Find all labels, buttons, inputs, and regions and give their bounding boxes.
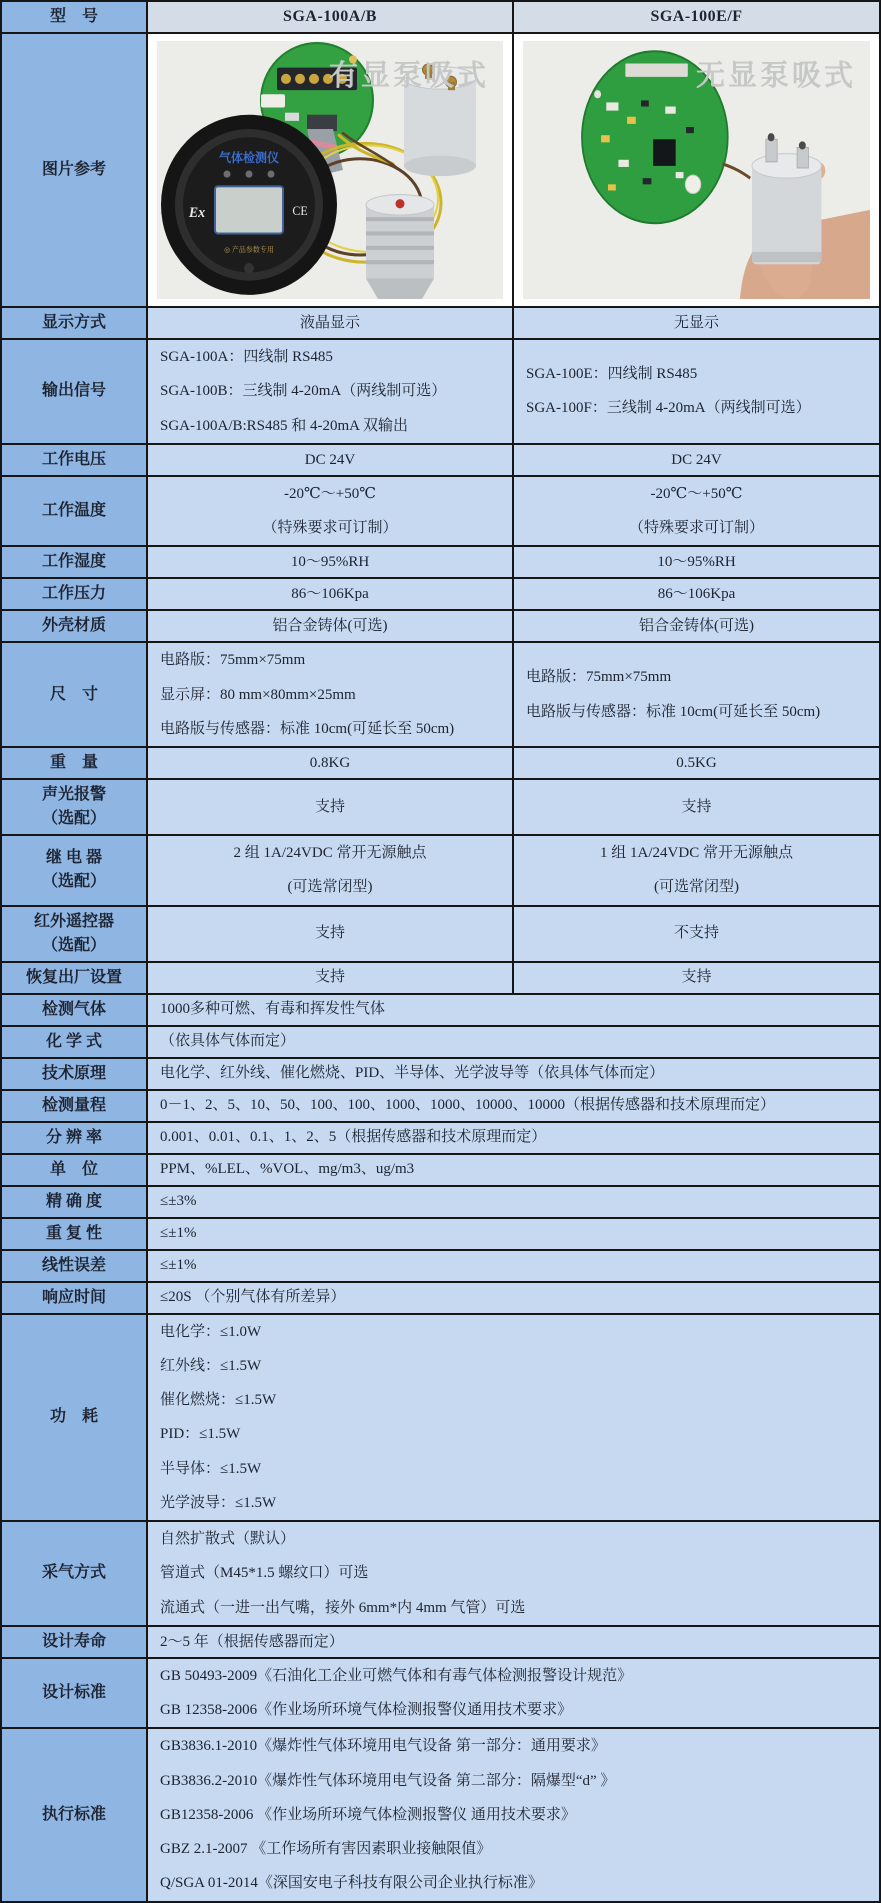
cell-text-line: 10～95%RH xyxy=(290,554,370,571)
header-model-ef: SGA-100E/F xyxy=(514,2,881,34)
spec-row-unit xyxy=(2,1155,881,1187)
cell-text-line: 0.8KG xyxy=(309,754,351,771)
cell-text-line: DC 24V xyxy=(304,451,356,468)
cell-text-line: ≤±3% xyxy=(160,1193,197,1210)
row-label-accuracy xyxy=(2,1187,148,1219)
row-label-audible-visual-alarm xyxy=(2,780,148,836)
cell-text-line: 2 组 1A/24VDC 常开无源触点 xyxy=(233,845,427,861)
cell-audible-visual-alarm-2 xyxy=(514,780,881,836)
spec-row-weight xyxy=(2,748,881,780)
detector-head-icon xyxy=(161,115,337,295)
cell-text-line: 电路版：75mm×75mm xyxy=(160,652,306,669)
cell-text-line: 光学波导：≤1.5W xyxy=(160,1494,277,1511)
row-label-line: 工作压力 xyxy=(41,585,106,603)
cell-text-line: 支持 xyxy=(314,925,345,942)
row-label-line: 线性误差 xyxy=(41,1256,106,1274)
row-label-display-mode xyxy=(2,308,148,340)
spec-row-audible-visual-alarm xyxy=(2,780,881,836)
row-label-executive-standard xyxy=(2,1729,148,1902)
row-label-line: 设计寿命 xyxy=(41,1632,106,1650)
row-label-line: 声光报警 xyxy=(41,786,106,803)
row-label-line: 设计标准 xyxy=(41,1684,106,1701)
cell-dimensions-1 xyxy=(148,643,514,748)
cell-text-line: PPM、%LEL、%VOL、mg/m3、ug/m3 xyxy=(160,1161,415,1178)
cell-linearity-error-1 xyxy=(148,1251,881,1283)
row-label-line: （选配） xyxy=(41,873,106,891)
cell-accuracy-1 xyxy=(148,1187,881,1219)
row-label-working-voltage xyxy=(2,445,148,477)
cell-text-line: GB3836.1-2010《爆炸性气体环境用电气设备 第一部分：通用要求》 xyxy=(160,1738,606,1755)
cell-text-line: （特殊要求可订制） xyxy=(628,520,764,536)
watermark-pumped-no-display: 无显泵吸式 xyxy=(695,60,856,92)
cell-text-line: 自然扩散式（默认） xyxy=(160,1531,296,1547)
spec-row-design-standard xyxy=(2,1659,881,1730)
cell-working-voltage-2 xyxy=(514,445,881,477)
row-label-line: 单 位 xyxy=(49,1160,98,1178)
cell-text-line: 电化学、红外线、催化燃烧、PID、半导体、光学波导等（依具体气体而定） xyxy=(160,1065,665,1082)
row-label-line: 工作湿度 xyxy=(41,553,106,571)
row-label-factory-reset xyxy=(2,963,148,995)
cell-chemical-formula-1 xyxy=(148,1027,881,1059)
cell-text-line: GB 50493-2009《石油化工企业可燃气体和有毒气体检测报警设计规范》 xyxy=(160,1667,633,1684)
row-label-detected-gas xyxy=(2,995,148,1027)
spec-row-dimensions xyxy=(2,643,881,748)
cell-output-signal-1 xyxy=(148,340,514,445)
cell-display-mode-2 xyxy=(514,308,881,340)
cell-text-line: 电化学：≤1.0W xyxy=(160,1323,262,1340)
cell-text-line: SGA-100B：三线制 4-20mA（两线制可选） xyxy=(160,383,447,400)
photo-cell-ef xyxy=(514,34,881,308)
spec-row-accuracy xyxy=(2,1187,881,1219)
cell-text-line: GBZ 2.1-2007 《工作场所有害因素职业接触限值》 xyxy=(160,1841,492,1857)
cell-design-standard-1 xyxy=(148,1659,881,1730)
cell-unit-1 xyxy=(148,1155,881,1187)
row-label-relay xyxy=(2,836,148,907)
spec-row-working-humidity xyxy=(2,547,881,579)
row-label-line: 功 耗 xyxy=(49,1408,98,1426)
cell-executive-standard-1 xyxy=(148,1729,881,1902)
cell-text-line: 2～5 年（根据传感器而定） xyxy=(160,1633,344,1650)
row-label-line: （选配） xyxy=(41,810,106,827)
spec-row-working-voltage xyxy=(2,445,881,477)
spec-row-factory-reset xyxy=(2,963,881,995)
row-label-line: 尺 寸 xyxy=(49,685,98,703)
spec-row-relay xyxy=(2,836,881,907)
cell-shell-material-1 xyxy=(148,611,514,643)
cell-text-line: 支持 xyxy=(681,969,712,986)
spec-row-resolution xyxy=(2,1123,881,1155)
row-label-technical-principle xyxy=(2,1059,148,1091)
row-label-response-time xyxy=(2,1283,148,1315)
cell-text-line: 红外线：≤1.5W xyxy=(160,1357,262,1374)
cell-text-line: 管道式（M45*1.5 螺纹口）可选 xyxy=(160,1565,369,1582)
cell-output-signal-2 xyxy=(514,340,881,445)
row-label-working-pressure xyxy=(2,579,148,611)
cell-text-line: 0.001、0.01、0.1、1、2、5（根据传感器和技术原理而定） xyxy=(160,1129,547,1146)
row-label-linearity-error xyxy=(2,1251,148,1283)
row-label-shell-material xyxy=(2,611,148,643)
row-label-ir-remote xyxy=(2,907,148,963)
spec-row-repeatability xyxy=(2,1219,881,1251)
photo-cell-ab xyxy=(148,34,514,308)
spec-row-output-signal xyxy=(2,340,881,445)
svg-text:CE: CE xyxy=(292,203,308,219)
header-model-ab: SGA-100A/B xyxy=(148,2,514,34)
cell-relay-2 xyxy=(514,836,881,907)
header-row xyxy=(2,2,881,34)
cell-text-line: 0－1、2、5、10、50、100、100、1000、1000、10000、10000（根据传感器和技术原理而定） xyxy=(160,1097,776,1114)
spec-row-design-life xyxy=(2,1627,881,1659)
row-label-detection-range xyxy=(2,1091,148,1123)
row-label-line: 输出信号 xyxy=(41,382,106,400)
row-label-unit xyxy=(2,1155,148,1187)
spec-rows xyxy=(2,308,881,1903)
cell-text-line: 电路版与传感器：标准 10cm(可延长至 50cm) xyxy=(160,720,455,737)
cell-text-line: 催化燃烧：≤1.5W xyxy=(160,1392,277,1408)
row-label-line: 重 量 xyxy=(49,754,98,771)
header-model-label: 型 号 xyxy=(2,2,148,34)
cell-text-line: 86～106Kpa xyxy=(291,586,369,603)
cell-text-line: 半导体：≤1.5W xyxy=(160,1460,262,1477)
svg-text:Ex: Ex xyxy=(188,204,206,222)
cell-response-time-1 xyxy=(148,1283,881,1315)
cell-factory-reset-2 xyxy=(514,963,881,995)
cell-text-line: SGA-100A/B:RS485 和 4-20mA 双输出 xyxy=(160,417,408,434)
row-label-output-signal xyxy=(2,340,148,445)
cell-text-line: (可选常闭型) xyxy=(287,879,373,896)
cell-factory-reset-1 xyxy=(148,963,514,995)
cylinder-sensor-icon xyxy=(752,133,821,264)
row-label-weight xyxy=(2,748,148,780)
row-label-line: （选配） xyxy=(41,936,106,954)
cell-text-line: SGA-100E：四线制 RS485 xyxy=(526,366,698,383)
product-photo-ab xyxy=(157,41,503,299)
row-label-chemical-formula xyxy=(2,1027,148,1059)
row-label-design-standard xyxy=(2,1659,148,1730)
cell-working-humidity-1 xyxy=(148,547,514,579)
cell-working-pressure-1 xyxy=(148,579,514,611)
cell-repeatability-1 xyxy=(148,1219,881,1251)
cell-text-line: (可选常闭型) xyxy=(654,879,739,896)
row-label-line: 工作温度 xyxy=(41,502,106,519)
cell-text-line: 铝合金铸体(可选) xyxy=(272,618,388,635)
watermark-pumped-with-display: 有显泵吸式 xyxy=(328,60,489,92)
cell-text-line: ≤±1% xyxy=(160,1225,197,1242)
cell-text-line: 86～106Kpa xyxy=(657,586,736,603)
cell-working-humidity-2 xyxy=(514,547,881,579)
cell-text-line: SGA-100A：四线制 RS485 xyxy=(160,349,333,365)
row-label-line: 显示方式 xyxy=(41,314,106,331)
spec-row-shell-material xyxy=(2,611,881,643)
cell-detected-gas-1 xyxy=(148,995,881,1027)
product-photo-ef xyxy=(523,41,870,299)
spec-row-detection-range xyxy=(2,1091,881,1123)
cell-text-line: 电路版：75mm×75mm xyxy=(526,669,672,686)
row-label-line: 执行标准 xyxy=(41,1805,106,1823)
cell-text-line: 铝合金铸体(可选) xyxy=(639,618,754,635)
cell-working-temperature-1 xyxy=(148,477,514,548)
ribbed-sensor-icon xyxy=(366,195,434,299)
row-label-sampling-method xyxy=(2,1522,148,1627)
cell-text-line: ≤20S （个别气体有所差异） xyxy=(160,1289,346,1306)
cell-dimensions-2 xyxy=(514,643,881,748)
spec-row-display-mode xyxy=(2,308,881,340)
cell-text-line: ≤±1% xyxy=(160,1257,197,1274)
cell-text-line: 1 组 1A/24VDC 常开无源触点 xyxy=(600,845,793,861)
row-label-line: 红外遥控器 xyxy=(33,912,114,930)
spec-row-ir-remote xyxy=(2,907,881,963)
cell-text-line: -20℃～+50℃ xyxy=(283,485,376,502)
svg-text:◎ 产品参数专用: ◎ 产品参数专用 xyxy=(224,245,274,254)
spec-row-detected-gas xyxy=(2,995,881,1027)
svg-text:气体检测仪: 气体检测仪 xyxy=(219,150,279,165)
cell-detection-range-1 xyxy=(148,1091,881,1123)
row-label-line: 检测量程 xyxy=(41,1096,106,1114)
cell-relay-1 xyxy=(148,836,514,907)
row-label-working-humidity xyxy=(2,547,148,579)
row-label-repeatability xyxy=(2,1219,148,1251)
cell-design-life-1 xyxy=(148,1627,881,1659)
row-label-line: 检测气体 xyxy=(41,1000,106,1018)
cell-sampling-method-1 xyxy=(148,1522,881,1627)
row-label-image-reference: 图片参考 xyxy=(2,34,148,308)
row-label-line: 工作电压 xyxy=(41,450,106,468)
row-label-resolution xyxy=(2,1123,148,1155)
cell-ir-remote-2 xyxy=(514,907,881,963)
cell-text-line: 流通式（一进一出气嘴，接外 6mm*内 4mm 气管）可选 xyxy=(160,1599,526,1616)
spec-row-chemical-formula xyxy=(2,1027,881,1059)
cell-text-line: 支持 xyxy=(314,798,345,815)
cell-text-line: -20℃～+50℃ xyxy=(650,485,743,502)
cell-text-line: 不支持 xyxy=(673,925,719,942)
spec-row-sampling-method xyxy=(2,1522,881,1627)
cell-technical-principle-1 xyxy=(148,1059,881,1091)
row-label-working-temperature xyxy=(2,477,148,548)
cell-display-mode-1 xyxy=(148,308,514,340)
row-label-line: 外壳材质 xyxy=(41,617,106,635)
cell-text-line: GB 12358-2006《作业场所环境气体检测报警仪通用技术要求》 xyxy=(160,1702,573,1718)
cell-text-line: SGA-100F：三线制 4-20mA（两线制可选） xyxy=(526,400,811,417)
spec-row-response-time xyxy=(2,1283,881,1315)
cell-text-line: PID：≤1.5W xyxy=(160,1426,241,1443)
cell-shell-material-2 xyxy=(514,611,881,643)
cell-power-consumption-1 xyxy=(148,1315,881,1523)
row-label-line: 技术原理 xyxy=(41,1064,106,1082)
cell-text-line: 0.5KG xyxy=(676,754,717,771)
cell-text-line: 电路版与传感器：标准 10cm(可延长至 50cm) xyxy=(526,703,821,720)
cell-text-line: 支持 xyxy=(681,798,712,815)
wire-icon xyxy=(723,164,751,178)
spec-row-power-consumption xyxy=(2,1315,881,1523)
row-label-line: 化 学 式 xyxy=(45,1032,102,1050)
cell-text-line: 支持 xyxy=(314,969,345,986)
cell-working-pressure-2 xyxy=(514,579,881,611)
spec-row-executive-standard xyxy=(2,1729,881,1902)
image-reference-row xyxy=(2,34,881,308)
cell-working-voltage-1 xyxy=(148,445,514,477)
row-label-line: 精 确 度 xyxy=(45,1192,102,1210)
cell-text-line: 无显示 xyxy=(673,314,719,331)
spec-row-linearity-error xyxy=(2,1251,881,1283)
cell-text-line: 液晶显示 xyxy=(299,314,360,331)
row-label-power-consumption xyxy=(2,1315,148,1523)
row-label-line: 分 辨 率 xyxy=(45,1128,102,1146)
row-label-line: 采气方式 xyxy=(41,1564,106,1582)
row-label-line: 响应时间 xyxy=(41,1288,106,1306)
cell-text-line: 显示屏：80 mm×80mm×25mm xyxy=(160,686,356,703)
cell-resolution-1 xyxy=(148,1123,881,1155)
spec-row-working-pressure xyxy=(2,579,881,611)
cell-ir-remote-1 xyxy=(148,907,514,963)
row-label-line: 重 复 性 xyxy=(45,1224,102,1242)
cell-text-line: GB3836.2-2010《爆炸性气体环境用电气设备 第二部分：隔爆型“d” 》 xyxy=(160,1772,616,1789)
cell-text-line: Q/SGA 01-2014《深国安电子科技有限公司企业执行标准》 xyxy=(160,1875,543,1892)
cell-text-line: （依具体气体而定） xyxy=(160,1033,296,1050)
cell-audible-visual-alarm-1 xyxy=(148,780,514,836)
row-label-design-life xyxy=(2,1627,148,1659)
cell-text-line: （特殊要求可订制） xyxy=(262,520,398,536)
cell-text-line: 1000多种可燃、有毒和挥发性气体 xyxy=(160,1001,386,1018)
cell-weight-1 xyxy=(148,748,514,780)
cell-weight-2 xyxy=(514,748,881,780)
spec-row-technical-principle xyxy=(2,1059,881,1091)
row-label-line: 继 电 器 xyxy=(45,849,102,867)
cell-text-line: 10～95%RH xyxy=(657,554,736,571)
cell-text-line: DC 24V xyxy=(671,451,722,468)
cell-working-temperature-2 xyxy=(514,477,881,548)
cell-text-line: GB12358-2006 《作业场所环境气体检测报警仪 通用技术要求》 xyxy=(160,1806,576,1823)
row-label-line: 恢复出厂设置 xyxy=(25,968,122,986)
spec-row-working-temperature xyxy=(2,477,881,548)
row-label-dimensions xyxy=(2,643,148,748)
